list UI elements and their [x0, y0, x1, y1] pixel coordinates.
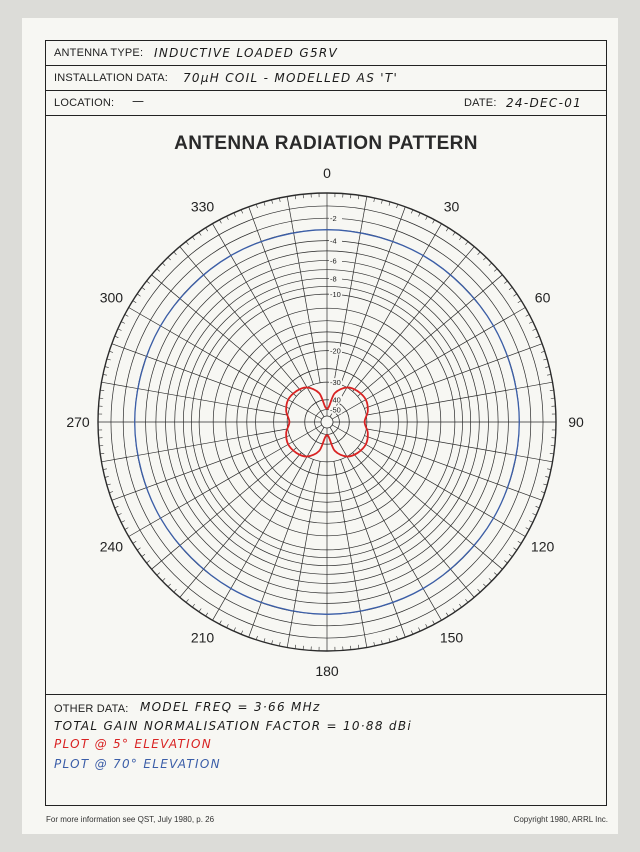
rim-tick [186, 599, 189, 602]
rim-tick [547, 374, 551, 375]
rim-tick [137, 548, 140, 550]
rim-tick [118, 514, 122, 516]
radial-tick-label: -6 [330, 256, 337, 266]
rim-tick [264, 638, 265, 642]
rim-tick [199, 232, 201, 235]
rim-tick [137, 294, 140, 296]
rim-tick [107, 359, 111, 360]
other-data-label: OTHER DATA: [54, 703, 129, 715]
rim-tick [547, 469, 551, 470]
rim-tick [279, 642, 280, 646]
rim-tick [121, 521, 125, 523]
rim-tick [227, 624, 229, 628]
legend-red-label: PLOT @ 5° ELEVATION [54, 737, 212, 751]
rim-tick [241, 210, 243, 214]
rim-tick [446, 613, 448, 616]
location-value: — [132, 94, 146, 108]
angle-label: 330 [190, 198, 215, 215]
rim-tick [504, 561, 507, 564]
rim-tick [453, 232, 455, 235]
rim-tick [125, 315, 129, 317]
rim-tick [509, 287, 512, 289]
source-note: For more information see QST, July 1980, p. 26 [46, 815, 215, 824]
rim-tick [264, 202, 265, 206]
rim-tick [509, 554, 512, 556]
date-label: DATE: [464, 97, 497, 109]
rim-tick [459, 237, 461, 240]
rim-tick [446, 228, 448, 231]
angle-label: 150 [439, 629, 464, 646]
rim-tick [374, 642, 375, 646]
rim-tick [494, 269, 497, 272]
rim-tick [227, 216, 229, 220]
rim-tick [121, 322, 125, 324]
rim-tick [514, 548, 517, 550]
rim-tick [389, 638, 390, 642]
rim-tick [162, 263, 165, 266]
antenna-type-value: INDUCTIVE LOADED G5RV [154, 46, 339, 60]
polar-plot [46, 41, 608, 694]
rim-tick [514, 294, 517, 296]
rim-tick [142, 287, 145, 289]
rim-tick [541, 351, 545, 352]
center-ring [321, 416, 333, 428]
model-freq-note: MODEL FREQ = 3·66 MHz [140, 700, 321, 714]
rim-tick [374, 198, 375, 202]
rim-tick [279, 198, 280, 202]
normalisation-note: TOTAL GAIN NORMALISATION FACTOR = 10·88 dBi [54, 719, 412, 733]
chart-sheet [22, 18, 618, 834]
rim-tick [256, 204, 257, 208]
rim-tick [103, 374, 107, 375]
rim-tick [192, 237, 194, 240]
rim-tick [453, 609, 455, 612]
rim-tick [174, 252, 177, 255]
angle-label: 210 [190, 629, 215, 646]
rim-tick [142, 554, 145, 556]
radial-tick-label: -50 [330, 405, 341, 415]
antenna-type-label: ANTENNA TYPE: [54, 47, 144, 59]
radial-tick-label: -40 [330, 395, 341, 405]
rim-tick [543, 359, 547, 360]
radial-tick-label: -8 [330, 274, 337, 284]
rim-tick [426, 624, 428, 628]
angle-label: 180 [315, 663, 339, 679]
location-label: LOCATION: [54, 97, 115, 109]
rim-tick [220, 220, 222, 224]
legend-blue-label: PLOT @ 70° ELEVATION [54, 757, 221, 771]
rim-tick [526, 315, 530, 317]
rim-tick [157, 573, 160, 576]
rim-tick [489, 263, 492, 266]
rim-tick [107, 484, 111, 485]
rim-tick [168, 584, 171, 587]
rim-tick [234, 213, 236, 217]
rim-tick [533, 329, 537, 331]
rim-tick [543, 484, 547, 485]
rim-tick [192, 604, 194, 607]
rim-tick [256, 636, 257, 640]
rim-tick [478, 589, 481, 592]
rim-tick [199, 609, 201, 612]
rim-tick [118, 329, 122, 331]
rim-tick [397, 204, 398, 208]
rim-tick [389, 202, 390, 206]
radial-tick-label: -10 [330, 290, 341, 300]
angle-label: 240 [99, 538, 124, 555]
rim-tick [529, 521, 533, 523]
rim-tick [529, 322, 533, 324]
radial-tick-label: -20 [330, 346, 341, 356]
radial-tick-label: -4 [330, 236, 337, 246]
rim-tick [489, 578, 492, 581]
rim-tick [419, 628, 421, 632]
rim-tick [186, 242, 189, 245]
other-data-section [46, 694, 606, 771]
copyright-note: Copyright 1980, ARRL Inc. [513, 815, 608, 824]
radial-tick-label: -2 [330, 214, 337, 224]
rim-tick [518, 541, 521, 543]
rim-tick [206, 228, 208, 231]
angle-label: 30 [443, 198, 460, 215]
radial-tick-label: -30 [330, 378, 341, 388]
angle-label: 120 [530, 538, 555, 555]
rim-tick [109, 492, 113, 493]
angle-label: 90 [568, 414, 584, 430]
rim-tick [241, 631, 243, 635]
rim-tick [494, 573, 497, 576]
rim-tick [483, 257, 486, 260]
rim-tick [220, 621, 222, 625]
rim-tick [174, 589, 177, 592]
installation-value: 70µH COIL - MODELLED AS 'T' [183, 71, 399, 85]
rim-tick [419, 213, 421, 217]
installation-label: INSTALLATION DATA: [54, 72, 169, 84]
rim-tick [433, 621, 435, 625]
rim-tick [115, 506, 119, 508]
rim-tick [109, 351, 113, 352]
rim-tick [433, 220, 435, 224]
rim-tick [536, 336, 540, 338]
rim-tick [478, 252, 481, 255]
angle-label: 0 [323, 165, 331, 181]
rim-tick [466, 599, 469, 602]
rim-tick [397, 636, 398, 640]
angle-label: 300 [99, 289, 124, 306]
rim-tick [483, 584, 486, 587]
rim-tick [147, 281, 150, 284]
rim-tick [162, 578, 165, 581]
rim-tick [459, 604, 461, 607]
rim-tick [541, 492, 545, 493]
angle-label: 60 [534, 289, 551, 306]
rim-tick [411, 631, 413, 635]
rim-tick [133, 301, 136, 303]
chart-title: ANTENNA RADIATION PATTERN [174, 133, 478, 154]
angle-label: 270 [66, 414, 90, 430]
rim-tick [103, 469, 107, 470]
rim-tick [168, 257, 171, 260]
rim-tick [157, 269, 160, 272]
rim-tick [504, 281, 507, 284]
rim-tick [147, 561, 150, 564]
rim-tick [411, 210, 413, 214]
rim-tick [133, 541, 136, 543]
rim-tick [426, 216, 428, 220]
rim-tick [206, 613, 208, 616]
rim-tick [536, 506, 540, 508]
rim-tick [526, 528, 530, 530]
rim-tick [518, 301, 521, 303]
rim-tick [234, 628, 236, 632]
chart-frame [45, 40, 607, 806]
date-value: 24-DEC-01 [506, 96, 583, 110]
rim-tick [115, 336, 119, 338]
rim-tick [125, 528, 129, 530]
rim-tick [466, 242, 469, 245]
rim-tick [533, 514, 537, 516]
